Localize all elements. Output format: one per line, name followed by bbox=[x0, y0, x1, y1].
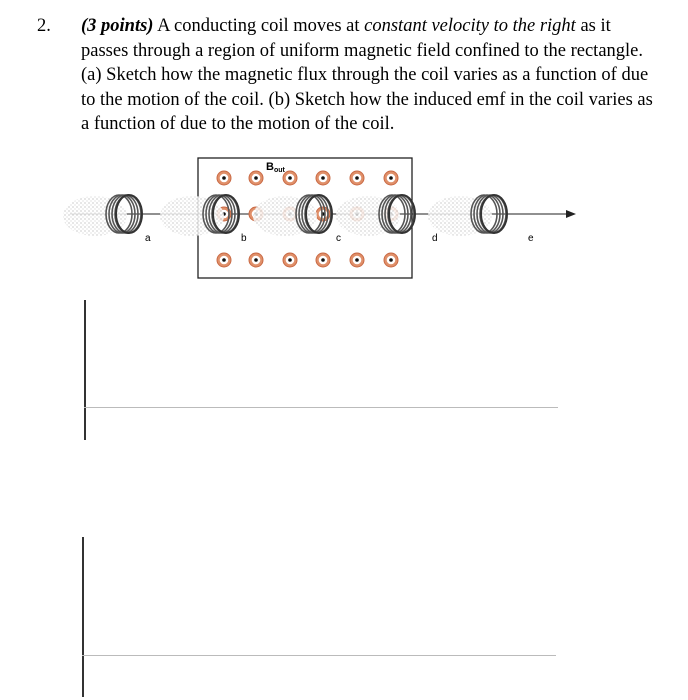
coil-d bbox=[336, 195, 415, 236]
position-label-e: e bbox=[528, 233, 534, 244]
problem-number: 2. bbox=[37, 16, 51, 36]
field-label: Bout bbox=[266, 161, 285, 174]
emf-graph-baseline bbox=[82, 655, 556, 656]
field-dot bbox=[283, 253, 297, 267]
motion-arrowhead bbox=[566, 210, 576, 218]
field-dot bbox=[316, 171, 330, 185]
field-dot bbox=[384, 253, 398, 267]
field-dot bbox=[249, 171, 263, 185]
problem-points: (3 points) bbox=[81, 16, 154, 36]
coil-a bbox=[63, 195, 142, 236]
flux-graph-baseline bbox=[84, 407, 558, 408]
position-label-a: a bbox=[145, 233, 151, 244]
field-dot bbox=[316, 253, 330, 267]
problem-text bbox=[37, 14, 659, 137]
problem-italic-phrase: constant velocity to the right bbox=[364, 16, 576, 36]
coil-e bbox=[428, 195, 507, 236]
field-dot bbox=[217, 171, 231, 185]
problem-lead: A conducting coil moves at bbox=[153, 16, 365, 36]
coils bbox=[63, 195, 507, 236]
flux-graph-y-axis bbox=[84, 300, 86, 440]
field-dot bbox=[217, 253, 231, 267]
position-label-c: c bbox=[336, 233, 341, 244]
position-label-d: d bbox=[432, 233, 438, 244]
problem-rest: as it passes through a region of uniform magnetic field confined to the rectangle. (a) Sketch how the magnetic flux through the coil varies as a function of due to the motion of the coil. (b) Sketch how the induced emf in the coil varies as a function of due to the motion of the coil. bbox=[81, 16, 653, 134]
coil-field-figure bbox=[0, 150, 688, 280]
field-dot bbox=[283, 171, 297, 185]
field-dot bbox=[350, 253, 364, 267]
position-label-b: b bbox=[241, 233, 247, 244]
field-dot bbox=[384, 171, 398, 185]
field-dot bbox=[350, 171, 364, 185]
emf-graph-y-axis bbox=[82, 537, 84, 697]
field-dot bbox=[249, 253, 263, 267]
